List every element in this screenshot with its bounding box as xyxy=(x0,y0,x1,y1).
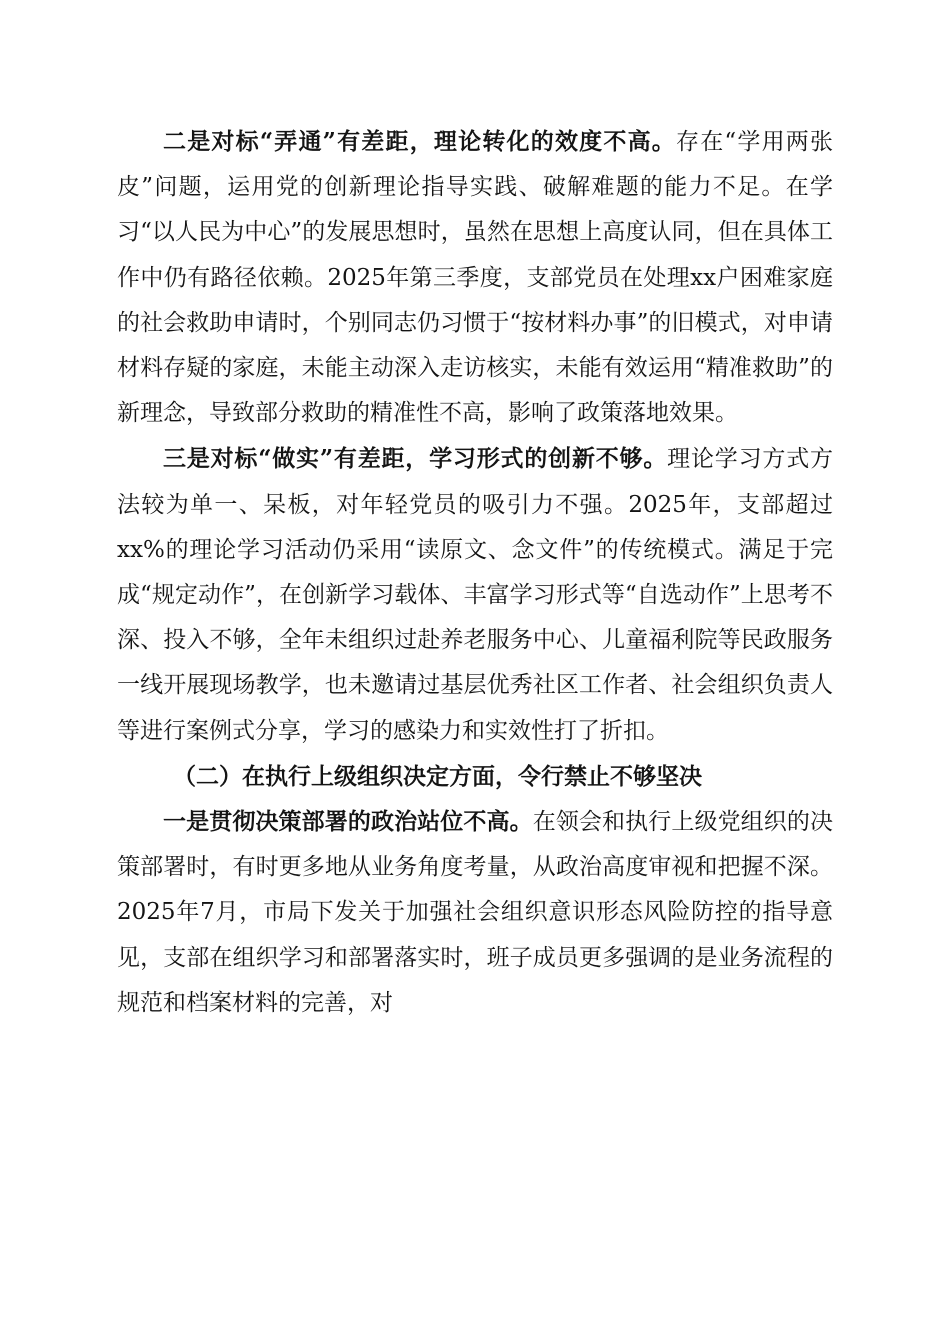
paragraph-nongtong xyxy=(117,119,833,436)
paragraph-lead: 一是贯彻决策部署的政治站位不高。 xyxy=(163,808,533,836)
paragraph-zuoshi xyxy=(117,436,833,753)
paragraph-body: 存在“学用两张皮”问题，运用党的创新理论指导实践、破解难题的能力不足。在学习“以人民为中心”的发展思想时，虽然在思想上高度认同，但在具体工作中仍有路径依赖。2025年第三季度，支部党员在处理xx户困难家庭的社会救助申请时，个别同志仍习惯于“按材料办事”的旧模式，对申请材料存疑的家庭，未能主动深入走访核实，未能有效运用“精准救助”的新理念，导致部分救助的精准性不高，影响了政策落地效果。 xyxy=(117,129,833,427)
paragraph-lead: 三是对标“做实”有差距，学习形式的创新不够。 xyxy=(163,445,668,473)
paragraph-lead: 二是对标“弄通”有差距，理论转化的效度不高。 xyxy=(163,128,676,155)
section-heading: （二）在执行上级组织决定方面，令行禁止不够坚决 xyxy=(173,762,702,790)
paragraph-body: 在领会和执行上级党组织的决策部署时，有时更多地从业务角度考量，从政治高度审视和把握不深。2025年7月，市局下发关于加强社会组织意识形态风险防控的指导意见，支部在组织学习和部署落实时，班子成员更多强调的是业务流程的规范和档案材料的完善，对 xyxy=(117,809,834,1016)
paragraph-body: 理论学习方式方法较为单一、呆板，对年轻党员的吸引力不强。2025年，支部超过xx%的理论学习活动仍采用“读原文、念文件”的传统模式。满足于完成“规定动作”，在创新学习载体、丰富学习形式等“自选动作”上思考不深、投入不够，全年未组织过赴养老服务中心、儿童福利院等民政服务一线开展现场教学，也未邀请过基层优秀社区工作者、社会组织负责人等进行案例式分享，学习的感染力和实效性打了折扣。 xyxy=(117,446,833,744)
document-page xyxy=(117,119,833,1026)
paragraph-political-stance xyxy=(117,799,833,1026)
